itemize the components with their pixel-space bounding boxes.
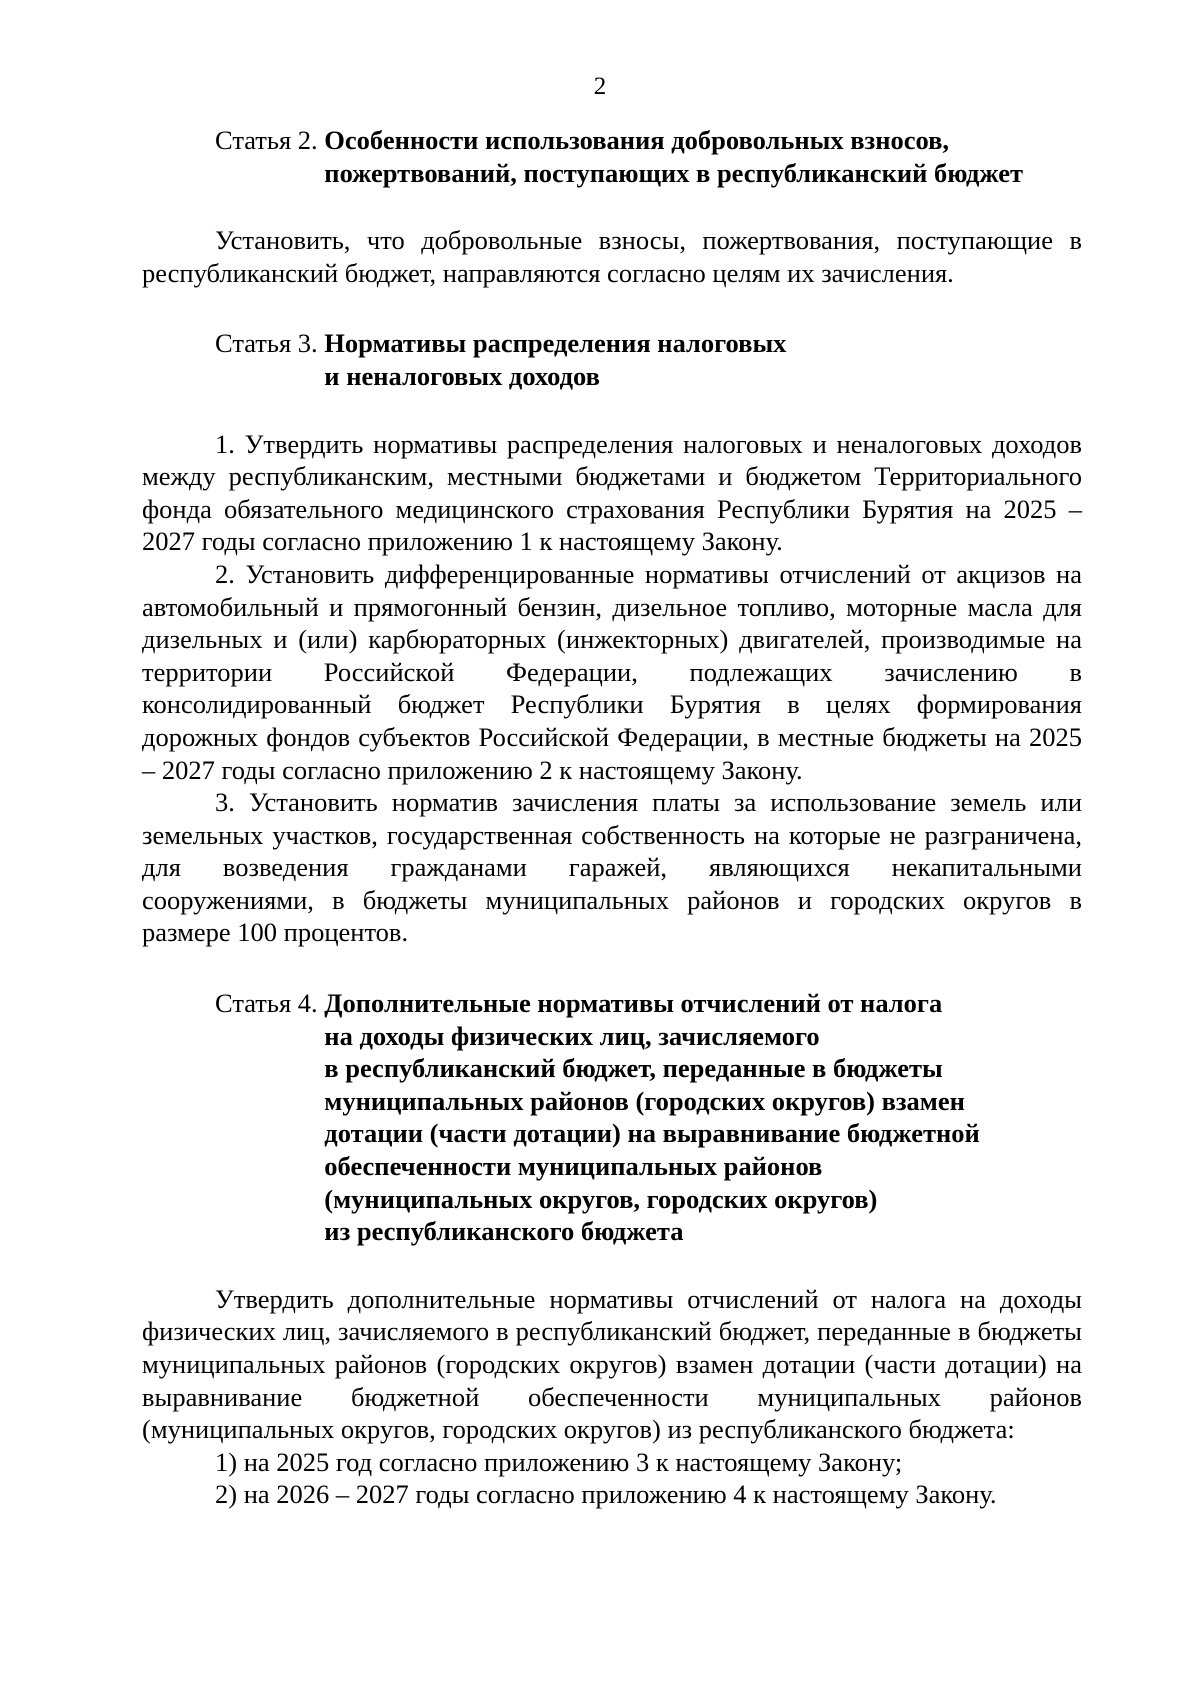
paragraph: 2. Установить дифференцированные нормативы отчислений от акцизов на автомобильный и прямогонный бензин, дизельное топливо, моторные масла для дизельных и (или) карбюраторных (инжекторных) двигателей, производимые на территории Российской Федерации, подлежащих зачислению в консолидированный бюджет Республики Бурятия в целях формирования дорожных фондов субъектов Российской Федерации, в местные бюджеты на 2025 – 2027 годы согласно приложению 2 к настоящему Закону. (142, 558, 1082, 785)
article-label: Статья 3. (215, 328, 325, 359)
article-title-line: пожертвований, поступающих в республиканский бюджет (324, 157, 1024, 188)
article-title-line: Дополнительные нормативы отчислений от налога (324, 988, 943, 1019)
article-heading (215, 987, 1082, 1248)
article-title-line: в республиканский бюджет, переданные в бюджеты (324, 1053, 943, 1084)
article-title (324, 327, 1082, 392)
article-title-line: дотации (части дотации) на выравнивание бюджетной (324, 1118, 980, 1149)
article-title (324, 124, 1082, 189)
article-label: Статья 2. (215, 125, 325, 155)
article-title-line: Особенности использования добровольных взносов, (324, 125, 950, 155)
paragraph: Установить, что добровольные взносы, пожертвования, поступающие в республиканский бюджет, направляются согласно целям их зачисления. (142, 225, 1082, 288)
article-title-line: муниципальных районов (городских округов) взамен (324, 1085, 965, 1116)
list-item: 1) на 2025 год согласно приложению 3 к настоящему Закону; (215, 1446, 903, 1477)
article-title (324, 987, 1082, 1248)
paragraph: 1. Утвердить нормативы распределения налоговых и неналоговых доходов между республиканским, местными бюджетами и бюджетом Территориального фонда обязательного медицинского страхования Республики Бурятия на 2025 – 2027 годы согласно приложению 1 к настоящему Закону. (142, 428, 1082, 557)
page-number: 2 (593, 73, 607, 100)
article-title-line: и неналоговых доходов (324, 360, 600, 391)
article-title-line: Нормативы распределения налоговых (324, 328, 787, 359)
document-body (142, 124, 1082, 1511)
article-heading (215, 327, 1082, 392)
paragraph: 3. Установить норматив зачисления платы за использование земель или земельных участков, государственная собственность на которые не разграничена, для возведения гражданами гаражей, являющихся некапитальными сооружениями, в бюджеты муниципальных районов и городских округов в размере 100 процентов. (142, 787, 1082, 948)
article-heading (215, 124, 1082, 189)
article-title-line: на доходы физических лиц, зачисляемого (324, 1020, 820, 1051)
article-label: Статья 4. (215, 988, 325, 1019)
list-item: 2) на 2026 – 2027 годы согласно приложению 4 к настоящему Закону. (215, 1479, 997, 1510)
article-title-line: (муниципальных округов, городских округов) (324, 1183, 878, 1214)
article-title-line: обеспеченности муниципальных районов (324, 1151, 823, 1182)
article-title-line: из республиканского бюджета (324, 1216, 684, 1247)
paragraph: Утвердить дополнительные нормативы отчислений от налога на доходы физических лиц, зачисляемого в республиканский бюджет, переданные в бюджеты муниципальных районов (городских округов) взамен дотации (части дотации) на выравнивание бюджетной обеспеченности муниципальных районов (муниципальных округов, городских округов) из республиканского бюджета: (142, 1283, 1082, 1445)
